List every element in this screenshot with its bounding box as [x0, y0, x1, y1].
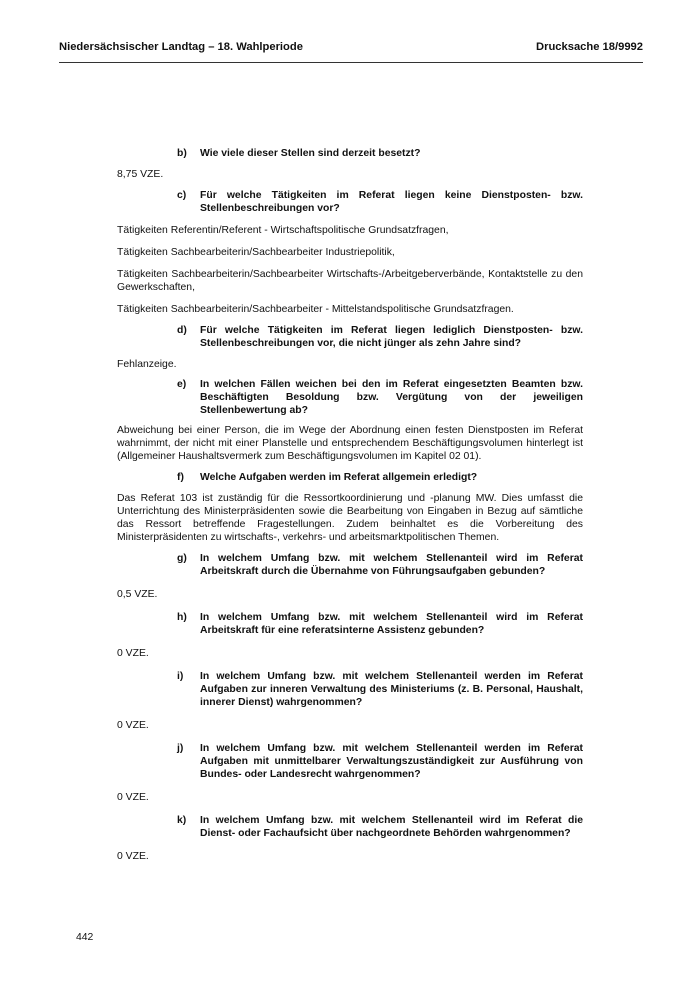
question-text: In welchem Umfang bzw. mit welchem Stellenanteil werden im Referat Aufgaben zur inneren Verwaltung des Ministeriums (z. B. Personal, Haushalt, innerer Dienst) wahrgenommen? — [200, 671, 583, 708]
question-label: g) — [177, 553, 187, 564]
answer-h: 0 VZE. — [117, 648, 149, 659]
question-text: Für welche Tätigkeiten im Referat liegen keine Dienstposten- bzw. Stellenbeschreibungen vor? — [200, 190, 583, 214]
question-text: Wie viele dieser Stellen sind derzeit besetzt? — [200, 148, 421, 159]
question-text: Für welche Tätigkeiten im Referat liegen lediglich Dienstposten- bzw. Stellenbeschreibungen vor, die nicht jünger als zehn Jahre sind? — [200, 325, 583, 349]
question-text: In welchem Umfang bzw. mit welchem Stellenanteil wird im Referat Arbeitskraft durch die Übernahme von Führungsaufgaben gebunden? — [200, 553, 583, 577]
answer-b: 8,75 VZE. — [117, 169, 164, 180]
answer-g: 0,5 VZE. — [117, 589, 158, 600]
answer-j: 0 VZE. — [117, 792, 149, 803]
header-parliament-title: Niedersächsischer Landtag – 18. Wahlperiode — [59, 41, 303, 53]
answer-c-item: Tätigkeiten Sachbearbeiterin/Sachbearbeiter Wirtschafts-/Arbeitgeberverbände, Kontaktstelle zu den Gewerkschaften, — [117, 269, 583, 293]
question-h — [177, 611, 583, 637]
answer-k: 0 VZE. — [117, 851, 149, 862]
question-k — [177, 814, 583, 840]
header-document-number: Drucksache 18/9992 — [536, 41, 643, 53]
page-header — [59, 41, 643, 61]
answer-c-item: Tätigkeiten Referentin/Referent - Wirtschaftspolitische Grundsatzfragen, — [117, 225, 449, 236]
question-i — [177, 670, 583, 709]
question-g — [177, 552, 583, 578]
question-text: In welchem Umfang bzw. mit welchem Stellenanteil werden im Referat Aufgaben mit unmittelbarer Verwaltungszuständigkeit zur Ausführung von Bundes- oder Landesrecht wahrgenommen? — [200, 743, 583, 780]
question-label: j) — [177, 743, 184, 754]
answer-e: Abweichung bei einer Person, die im Wege der Abordnung einen festen Dienstposten im Referat wahrnimmt, der nicht mit einer Planstelle und entsprechendem Beschäftigungsvolumen hinterlegt ist (Allgemeiner Haushaltsvermerk zum Beschäftigungsvolumen im Kapitel 02 01). — [117, 425, 583, 462]
question-e — [177, 378, 583, 417]
question-c — [177, 189, 583, 215]
question-label: f) — [177, 472, 184, 483]
question-label: b) — [177, 148, 187, 159]
question-label: k) — [177, 815, 187, 826]
page-number: 442 — [76, 932, 94, 943]
question-text: In welchem Umfang bzw. mit welchem Stellenanteil wird im Referat die Dienst- oder Fachaufsicht über nachgeordnete Behörden wahrgenommen? — [200, 815, 583, 839]
answer-d: Fehlanzeige. — [117, 359, 177, 370]
question-b — [177, 147, 583, 160]
question-label: c) — [177, 190, 187, 201]
answer-c-item: Tätigkeiten Sachbearbeiterin/Sachbearbeiter - Mittelstandspolitische Grundsatzfragen. — [117, 304, 514, 315]
header-divider — [59, 62, 643, 63]
question-text: In welchen Fällen weichen bei den im Referat eingesetzten Beamten bzw. Beschäftigten Besoldung bzw. Vergütung von der jeweiligen Stellenbewertung ab? — [200, 379, 583, 416]
question-text: Welche Aufgaben werden im Referat allgemein erledigt? — [200, 472, 478, 483]
answer-c-item: Tätigkeiten Sachbearbeiterin/Sachbearbeiter Industriepolitik, — [117, 247, 395, 258]
question-label: i) — [177, 671, 184, 682]
question-label: e) — [177, 379, 187, 390]
question-j — [177, 742, 583, 781]
document-body — [117, 147, 583, 863]
question-f — [177, 471, 583, 484]
question-label: d) — [177, 325, 187, 336]
question-text: In welchem Umfang bzw. mit welchem Stellenanteil wird im Referat Arbeitskraft für eine referatsinterne Assistenz gebunden? — [200, 612, 583, 636]
answer-f: Das Referat 103 ist zuständig für die Ressortkoordinierung und -planung MW. Dies umfasst die Unterrichtung des Ministerpräsidenten sowie die Bearbeitung von Eingaben in Bezug auf sämtliche das Ressort betreffende Fragestellungen. Zudem beinhaltet es die Vorbereitung des Ministerpräsidenten zu wirtschafts-, verkehrs- und arbeitsmarktpolitischen Themen. — [117, 493, 583, 543]
question-d — [177, 324, 583, 350]
answer-i: 0 VZE. — [117, 720, 149, 731]
question-label: h) — [177, 612, 187, 623]
